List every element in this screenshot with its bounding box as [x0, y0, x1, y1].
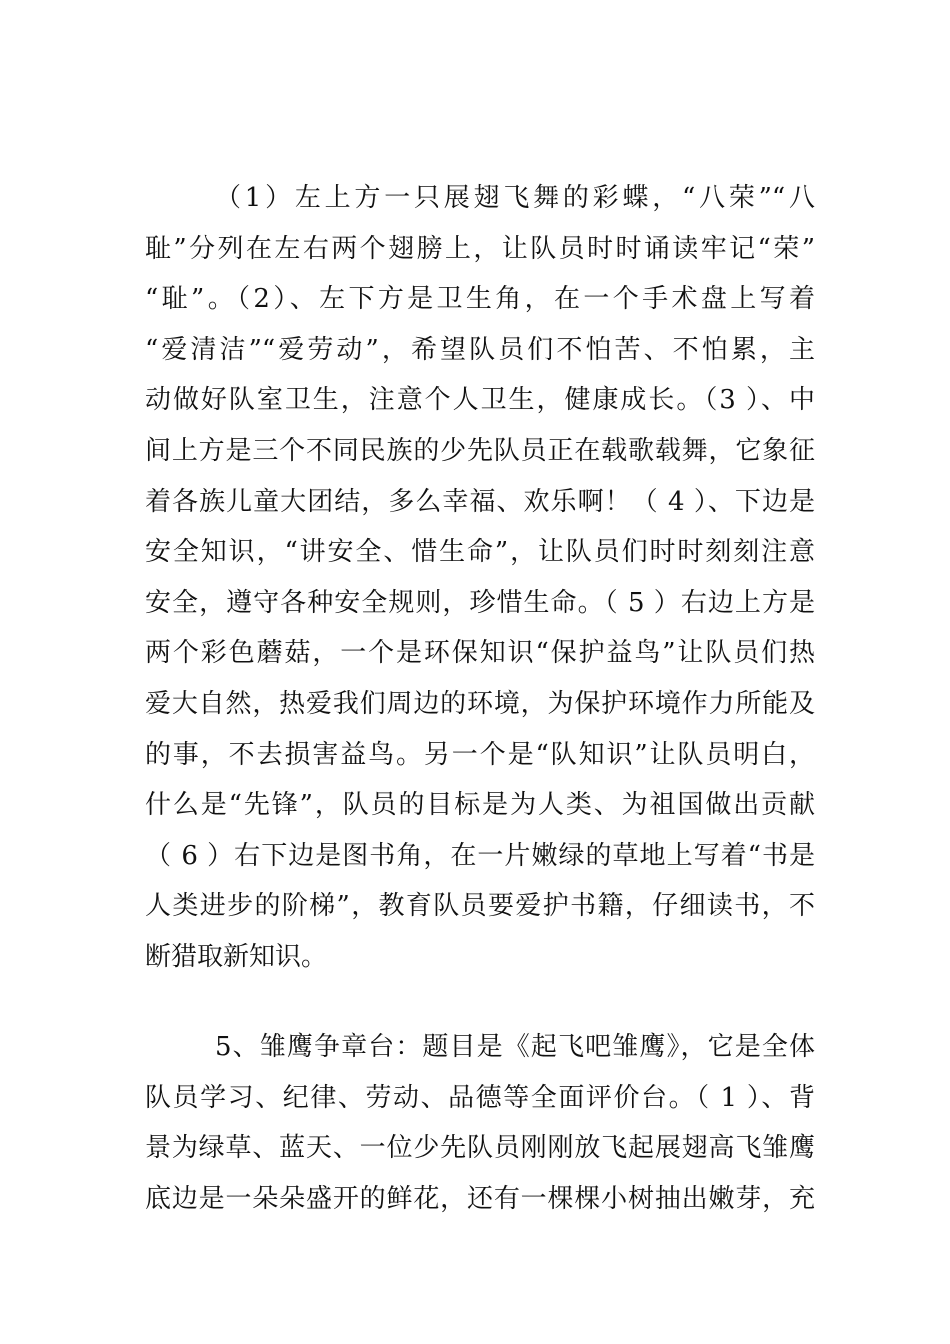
paragraph-1	[145, 173, 815, 983]
paragraph-line: 什么是“先锋”，队员的目标是为人类、为祖国做出贡献	[145, 790, 815, 821]
paragraph-line: 安全知识，“讲安全、惜生命”，让队员们时时刻刻注意	[145, 537, 815, 568]
paragraph-line: 耻”分列在左右两个翅膀上，让队员时时诵读牢记“荣”	[145, 233, 815, 264]
paragraph-2	[145, 1022, 815, 1224]
paragraph-line: 爱大自然，热爱我们周边的环境，为保护环境作力所能及	[145, 688, 815, 719]
paragraph-line: 人类进步的阶梯”，教育队员要爱护书籍，仔细读书，不	[145, 891, 815, 922]
paragraph-line: 两个彩色蘑菇，一个是环保知识“保护益鸟”让队员们热	[145, 638, 815, 669]
paragraph-line: （1）左上方一只展翅飞舞的彩蝶，“八荣”“八	[215, 183, 815, 213]
paragraph-line: 队员学习、纪律、劳动、品德等全面评价台。（ 1 ）、背	[145, 1082, 815, 1113]
paragraph-line: 断猎取新知识。	[145, 941, 328, 972]
paragraph-line: “爱清洁”“爱劳动”，希望队员们不怕苦、不怕累，主	[145, 334, 815, 365]
paragraph-line: 景为绿草、蓝天、一位少先队员刚刚放飞起展翅高飞雏鹰	[145, 1133, 815, 1164]
paragraph-line: 动做好队室卫生，注意个人卫生，健康成长。（3 ）、中	[145, 385, 815, 416]
paragraph-line: 间上方是三个不同民族的少先队员正在载歌载舞，它象征	[145, 435, 815, 466]
paragraph-line: 5、雏鹰争章台：题目是《起飞吧雏鹰》，它是全体	[215, 1032, 815, 1062]
paragraph-line: 安全，遵守各种安全规则，珍惜生命。（ 5 ）右边上方是	[145, 587, 815, 618]
paragraph-line: （ 6 ）右下边是图书角，在一片嫩绿的草地上写着“书是	[145, 840, 815, 871]
paragraph-line: 的事，不去损害益鸟。另一个是“队知识”让队员明白，	[145, 739, 815, 770]
paragraph-line: 底边是一朵朵盛开的鲜花，还有一棵棵小树抽出嫩芽，充	[145, 1183, 815, 1214]
paragraph-line: 着各族儿童大团结，多么幸福、欢乐啊！（ 4 ）、下边是	[145, 486, 815, 517]
paragraph-line: “耻”。（2）、左下方是卫生角，在一个手术盘上写着	[145, 284, 815, 315]
